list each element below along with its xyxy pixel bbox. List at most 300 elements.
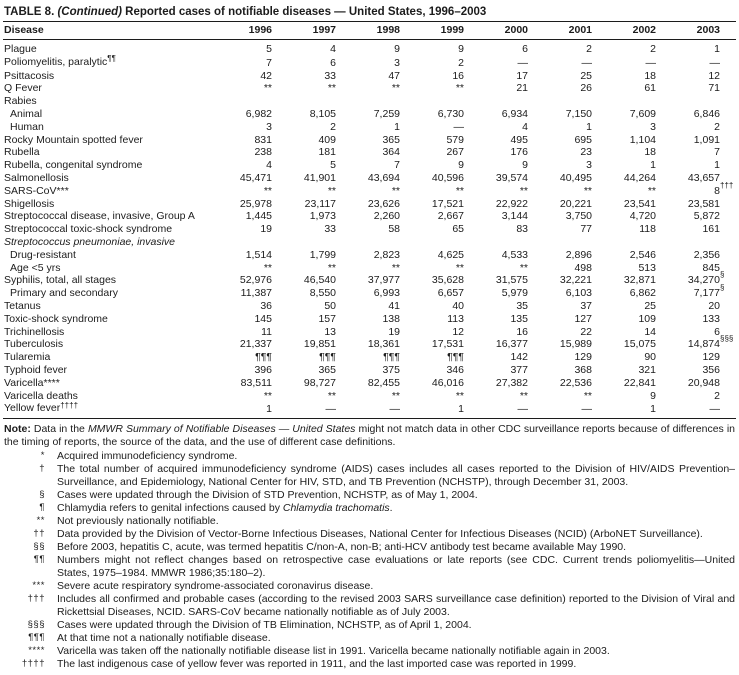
value-cell: 40,596 [431,171,464,184]
table-row [3,351,736,364]
value-cell: 6,982 [245,107,272,120]
table-row [3,377,736,390]
footnote-text [57,450,736,463]
value-cell: ¶¶¶ [383,351,400,364]
value-cell: 20 [708,299,720,312]
value-cell: 83 [516,223,528,236]
disease-label: Q Fever [4,82,42,95]
value-cell: 3,750 [565,210,592,223]
value-cell: 40,495 [559,171,592,184]
value-cell: ** [519,184,528,197]
value-cell: 18 [644,146,656,159]
value-cell: 5 [266,43,272,55]
value-cell: 43,694 [367,171,400,184]
value-cell: 6,657 [437,287,464,300]
value-cell: 9 [394,43,400,55]
table-row [3,287,736,300]
value-cell: 18,361 [367,338,400,351]
table-row [3,223,736,236]
value-cell: 5,979 [501,287,528,300]
value-cell: 46,540 [303,274,336,287]
value-cell: 127 [574,312,592,325]
value-cell: 2 [458,56,464,69]
disease-label: Tuberculosis [4,338,64,351]
footnote-mark: ¶ [39,501,45,513]
value-cell: 19 [388,325,400,338]
note-text [4,423,735,449]
value-cell: 23 [580,146,592,159]
value-cell: 41 [388,299,400,312]
value-cell: 4,720 [629,210,656,223]
value-cell: ** [455,389,464,402]
year-column-header: 1996 [224,22,288,40]
value-cell: 7 [714,146,720,159]
table-row [3,390,736,403]
footnote [3,528,736,541]
footnote-mark: † [39,462,45,474]
value-cell: 13 [324,325,336,338]
value-cell: 513 [638,261,656,274]
table-row [3,274,736,287]
value-cell: 98,727 [303,376,336,389]
value-cell: 8,105 [309,107,336,120]
disease-label: Salmonellosis [4,171,69,184]
value-cell: 2,260 [373,210,400,223]
value-cell: 7,177 § [693,283,725,300]
value-cell: 33 [324,223,336,236]
value-cell: 12 [452,325,464,338]
value-cell: 25 [580,69,592,82]
value-cell: 3 [394,56,400,69]
table-row [3,210,736,223]
value-cell: 40 [452,299,464,312]
value-cell: 1,445 [245,210,272,223]
table-row [3,313,736,326]
value-cell: 6,934 [501,107,528,120]
footnote-mark: ††† [27,592,45,604]
footnote [3,619,736,632]
value-cell: 44,264 [623,171,656,184]
value-cell: 377 [510,363,528,376]
value-cell: 42 [260,69,272,82]
disease-label: SARS-CoV*** [4,184,69,197]
value-cell: 3,144 [501,210,528,223]
year-column-header: 2002 [608,22,672,40]
value-cell: 6,862 [629,287,656,300]
value-cell: 129 [574,351,592,364]
disease-label: Syphilis, total, all stages [4,274,117,287]
value-cell: 321 [638,363,656,376]
value-cell: 1,973 [309,210,336,223]
value-cell: 113 [447,312,464,325]
value-cell: 37 [580,299,592,312]
disease-label: Human [10,120,44,133]
table-row [3,326,736,339]
footnote-reference: ††† [720,180,734,190]
text-segment: . [389,502,393,515]
value-cell: 1,799 [309,248,336,261]
value-cell: ** [455,261,464,274]
footnote [3,658,736,671]
value-cell: — [709,56,720,69]
value-cell: 39,574 [495,171,528,184]
text-segment: Chlamydia refers to genital infections caused by [57,502,283,515]
disease-label: Drug-resistant [10,248,76,261]
value-cell: 142 [510,351,528,364]
table-row [3,95,736,108]
value-cell: 1 [586,120,592,133]
value-cell: ¶¶¶ [447,351,464,364]
value-cell: — [544,402,608,418]
value-cell: 61 [644,82,656,95]
footnote [3,645,736,658]
value-cell: 22 [580,325,592,338]
value-cell: 17,521 [431,197,464,210]
value-cell: 9 [458,159,464,172]
disease-label: Streptococcal toxic-shock syndrome [4,223,173,236]
value-cell: 65 [452,223,464,236]
table-row [3,198,736,211]
value-cell: 16,377 [495,338,528,351]
table-row [3,108,736,121]
value-cell: 2,356 [693,248,720,261]
footnote-mark: § [39,488,45,500]
value-cell: 43,657 [687,171,720,184]
value-cell: 14,874 §§§ [687,334,734,351]
footnote-mark: **** [28,644,45,656]
footnote-text [57,541,736,554]
text-segment: Severe acute respiratory syndrome-associated coronavirus disease. [57,580,374,593]
value-cell: 5,872 [693,210,720,223]
value-cell: — [480,402,544,418]
value-cell: 346 [446,363,464,376]
value-cell: 52,976 [239,274,272,287]
footnote-text [57,619,736,632]
value-cell: 46,016 [431,376,464,389]
disease-label: Shigellosis [4,197,55,210]
value-cell: 1 [416,402,480,418]
value-cell: 6 [522,43,528,55]
value-cell: 396 [254,363,272,376]
footnote-text [57,502,736,515]
text-segment: MMWR Summary of Notifiable Diseases — United States [87,423,356,436]
text-segment: The last indigenous case of yellow fever was reported in 1911, and the last imported case was reported in 1999. [57,658,577,671]
value-cell: 1 [394,120,400,133]
text-segment: Note: [4,423,31,436]
disease-label: Primary and secondary [10,287,118,300]
value-cell: — [288,402,352,418]
disease-label: Rubella, congenital syndrome [4,159,143,172]
value-cell: ¶¶¶ [319,351,336,364]
value-cell: 695 [574,133,592,146]
value-cell: 22,841 [623,376,656,389]
value-cell: 6 [714,325,720,338]
value-cell: 2 [330,120,336,133]
value-cell: 161 [702,223,720,236]
text-segment: Cases were updated through the Division of TB Elimination, NCHSTP, as of April 1, 2004. [57,619,472,632]
value-cell: 1 [650,159,656,172]
value-cell: 2 [714,389,720,402]
value-cell: ** [647,184,656,197]
year-column-header: 2003 [672,22,736,40]
value-cell: 23,117 [304,197,336,210]
value-cell: 109 [638,312,656,325]
value-cell: 1 [714,43,720,55]
footnote-text [57,515,736,528]
value-cell: 90 [644,351,656,364]
value-cell: 82,455 [367,376,400,389]
table-row [3,146,736,159]
value-cell: 4,533 [501,248,528,261]
footnote [3,502,736,515]
table-row [3,134,736,147]
value-cell: ** [391,82,400,95]
value-cell: 133 [702,312,720,325]
value-cell: 23,581 [687,197,720,210]
text-segment: Numbers might not reflect changes based on retrospective case evaluations or late reports (see CDC. Current trends poliomyelitis—United States, 1975–1984. MMWR 1986;35:180–2). [57,554,735,580]
value-cell: 26 [580,82,592,95]
value-cell: ** [327,389,336,402]
value-cell: 6,103 [565,287,592,300]
disease-label: Rubella [4,146,40,159]
text-segment: Reported cases of notifiable diseases — United States, 1996–2003 [121,6,487,18]
value-cell: 23,541 [623,197,656,210]
value-cell: 7,150 [565,107,592,120]
footnote-mark: ¶¶¶ [28,631,45,643]
disease-label: Psittacosis [4,69,55,82]
footnote [3,463,736,489]
value-cell: 35,628 [431,274,464,287]
value-cell: ** [263,261,272,274]
value-cell: 135 [510,312,528,325]
value-cell: — [517,56,528,69]
value-cell: ** [391,261,400,274]
value-cell: ** [391,389,400,402]
text-segment: Data in the [30,423,88,436]
value-cell: 14 [644,325,656,338]
text-segment: Varicella was taken off the nationally notifiable disease list in 1991. Varicella became nationally notifiable again in 2003. [57,645,610,658]
disease-label: Poliomyelitis, paralytic¶¶ [4,54,116,68]
disease-label: Trichinellosis [4,325,65,338]
value-cell: 25 [644,299,656,312]
value-cell: 845 [702,261,720,274]
disease-label: Toxic-shock syndrome [4,312,108,325]
value-cell: 2 [586,43,592,55]
value-cell: — [352,402,416,418]
value-cell: 45,471 [239,171,272,184]
value-cell: 9 [650,389,656,402]
footnote-text [57,580,736,593]
value-cell: 35 [516,299,528,312]
value-cell: 25,978 [239,197,272,210]
value-cell: ¶¶¶ [255,351,272,364]
disease-label: Typhoid fever [4,363,68,376]
value-cell: 16 [452,69,464,82]
value-cell: 11,387 [240,287,272,300]
value-cell: 138 [382,312,400,325]
value-cell: 4 [266,159,272,172]
footnote-text [57,554,736,580]
value-cell: 9 [522,159,528,172]
table-row [3,185,736,198]
value-cell: 1,104 [629,133,656,146]
value-cell: 15,075 [623,338,656,351]
value-cell: 181 [318,146,336,159]
disease-label: Age <5 yrs [10,261,61,274]
year-column-header: 1997 [288,22,352,40]
value-cell: 17,531 [431,338,464,351]
value-cell: 27,382 [495,376,528,389]
footnote [3,580,736,593]
value-cell: 267 [446,146,464,159]
value-cell: ** [583,389,592,402]
footnote-mark: §§ [33,540,45,552]
value-cell: — [672,402,736,418]
text-segment: The total number of acquired immunodeficiency syndrome (AIDS) cases includes all cases reported to the Division of HIV/AIDS Prevention–Surveillance, and Epidemiology, National Center for HIV, STD, and TB Prevention (NCHSTP), through December 31, 2003. [57,463,735,489]
footnote-mark: §§§ [27,618,45,630]
value-cell: 8,550 [309,287,336,300]
value-cell: 368 [574,363,592,376]
footnote-mark: *** [32,579,45,591]
text-segment: (Continued) [57,6,122,18]
value-cell: 7,259 [373,107,400,120]
footnote [3,450,736,463]
value-cell: 6,846 [693,107,720,120]
disease-label: Yellow fever†††† [3,402,224,418]
value-cell: 37,977 [367,274,400,287]
value-cell: ** [455,82,464,95]
value-cell: 19,851 [303,338,336,351]
value-cell: — [645,56,656,69]
table-row [3,82,736,95]
value-cell: 1 [224,402,288,418]
value-cell: — [453,120,464,133]
value-cell: 50 [324,299,336,312]
table-row [3,56,736,70]
value-cell: ** [519,389,528,402]
value-cell: 21,337 [239,338,272,351]
footnote [3,515,736,528]
value-cell: 77 [580,223,592,236]
footnote-reference: § [720,283,725,293]
disease-label: Rocky Mountain spotted fever [4,133,143,146]
value-cell: 7,609 [629,107,656,120]
table-row [3,249,736,262]
disease-column-header: Disease [3,22,224,40]
table-row [3,121,736,134]
value-cell: 36 [260,299,272,312]
value-cell: 2,546 [629,248,656,261]
value-cell: 1,514 [245,248,272,261]
disease-label: Plague [4,43,37,55]
value-cell: 3 [650,120,656,133]
value-cell: 129 [702,351,720,364]
table-row [3,70,736,83]
value-cell: 41,901 [303,171,336,184]
value-cell: 409 [318,133,336,146]
footnote-mark: ¶¶ [33,553,45,565]
value-cell: 364 [382,146,400,159]
text-segment: TABLE 8. [4,6,58,18]
year-column-header: 2001 [544,22,608,40]
footnote-text [57,645,736,658]
footnote-reference: §§§ [720,334,734,344]
value-cell: 83,511 [240,376,272,389]
value-cell: 356 [702,363,720,376]
disease-label: Animal [10,107,43,120]
value-cell: 6,730 [437,107,464,120]
value-cell: ** [455,184,464,197]
value-cell: 375 [382,363,400,376]
value-cell: ** [583,184,592,197]
footnote-text [57,632,736,645]
disease-label: Varicella**** [4,376,60,389]
value-cell: 32,871 [623,274,656,287]
value-cell: 3 [266,120,272,133]
value-cell: 145 [254,312,272,325]
footnote [3,632,736,645]
disease-label: Streptococcal disease, invasive, Group A [4,210,195,223]
value-cell: 7 [266,56,272,69]
value-cell: 1 [608,402,672,418]
table-title [4,6,736,18]
value-cell: 7 [394,159,400,172]
text-segment: might not match data in other CDC surveillance reports because of differences in the timing of reports, the source of the data, and the use of different case definitions. [4,423,735,449]
value-cell: ** [327,82,336,95]
text-segment: At that time not a nationally notifiable disease. [57,632,271,645]
value-cell: 21 [516,82,528,95]
text-segment: Data provided by the Division of Vector-Borne Infectious Diseases, National Center for Infectious Diseases (NCID) (ArboNET Surveillance). [57,528,703,541]
value-cell: 157 [318,312,336,325]
year-column-header: 2000 [480,22,544,40]
table-row [3,364,736,377]
value-cell: 15,989 [559,338,592,351]
value-cell: 33 [324,69,336,82]
value-cell: ** [327,261,336,274]
text-segment: Chlamydia trachomatis [282,502,390,515]
table-row [3,172,736,185]
table-body [3,40,736,419]
table-row [3,338,736,351]
footnote-reference: †††† [60,400,79,410]
year-header-row [3,22,736,40]
value-cell: 365 [318,363,336,376]
footnote-text [57,489,736,502]
footnote-mark: †† [33,527,45,539]
value-cell: 176 [510,146,528,159]
table-row [3,262,736,275]
value-cell: 58 [388,223,400,236]
value-cell: 31,575 [495,274,528,287]
value-cell: 20,221 [559,197,592,210]
value-cell: 2 [714,120,720,133]
value-cell: 32,221 [559,274,592,287]
disease-label: Tularemia [4,351,51,364]
value-cell: 1 [714,159,720,172]
value-cell: ** [263,184,272,197]
value-cell: 12 [708,69,720,82]
footnote-mark: ** [36,514,45,526]
value-cell: 8 ††† [714,180,734,197]
value-cell: 34,270 § [687,270,725,287]
value-cell: 16 [516,325,528,338]
value-cell: 9 [458,43,464,55]
footnote-text [57,593,736,619]
value-cell: 11 [261,325,272,338]
value-cell: ** [519,261,528,274]
value-cell: 17 [516,69,528,82]
footnote-reference: ¶¶ [107,54,116,64]
